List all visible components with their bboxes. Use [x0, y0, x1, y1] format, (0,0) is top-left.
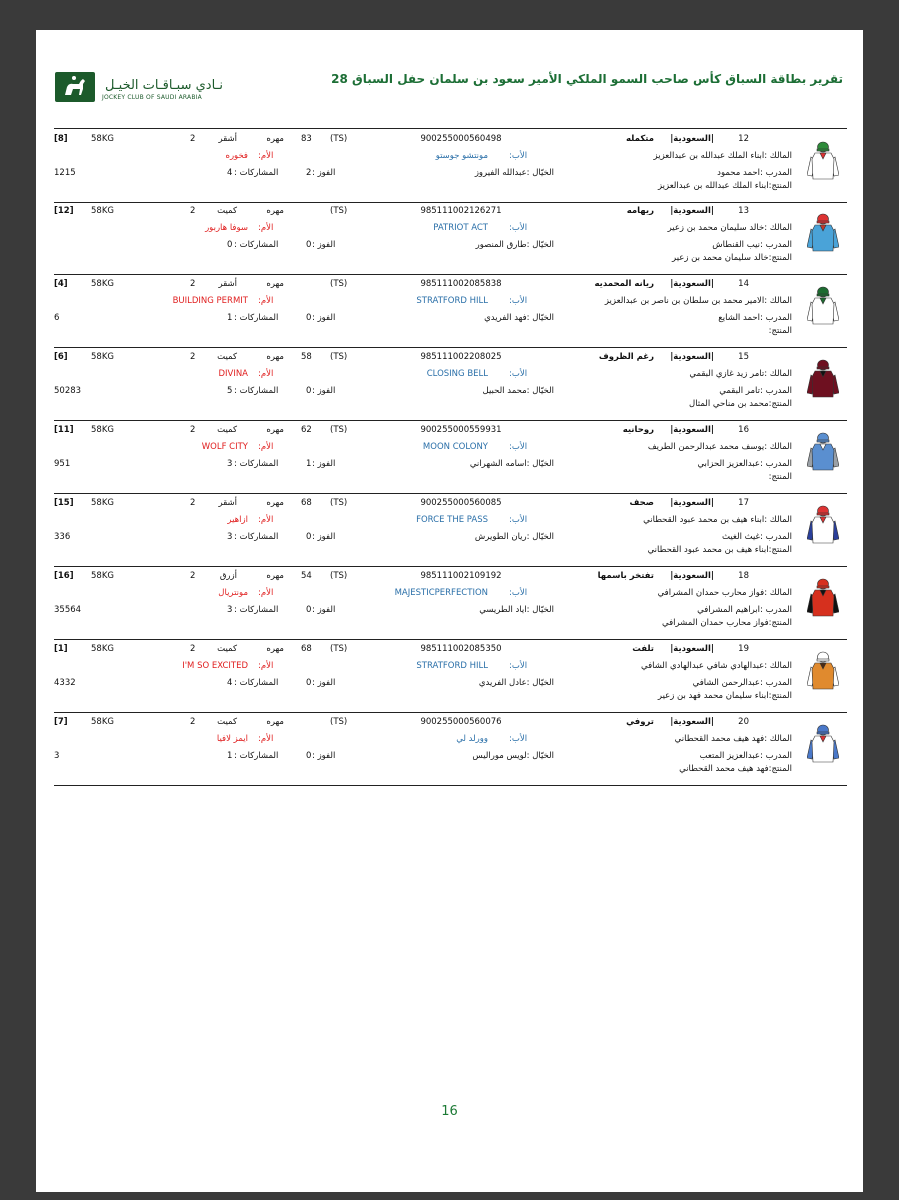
microchip-number: 900255000560076: [420, 717, 502, 727]
horse-number: 20: [738, 717, 749, 727]
weight: 58KG: [91, 279, 114, 289]
weight: 58KG: [91, 717, 114, 727]
starts-value: 0: [227, 240, 233, 250]
dam-name: WOLF CITY: [201, 442, 248, 452]
report-page: [36, 30, 863, 1192]
prize-money: 951: [54, 459, 71, 469]
ts-label: (TS): [330, 206, 348, 216]
race-entry: [54, 274, 847, 348]
trainer: المدرب :احمد الشايع: [718, 313, 792, 323]
jockey-silks-icon: [807, 503, 839, 545]
jockey: الخيّال :عبدالله الفيروز: [474, 168, 554, 178]
starts-label: المشاركات :: [234, 168, 279, 178]
jockey-silks-icon: [807, 576, 839, 618]
microchip-number: 900255000560498: [420, 134, 502, 144]
horse-sex: مهره: [266, 498, 284, 508]
sire-label: الأب:: [509, 588, 528, 598]
draw: [6]: [54, 352, 68, 362]
jockey-silks-icon: [807, 284, 839, 326]
race-entry: [54, 639, 847, 713]
horse-name: رغم الظروف: [598, 352, 654, 362]
jockey: الخيّال :فهد الفريدي: [484, 313, 554, 323]
horse-sex: مهره: [266, 571, 284, 581]
prize-money: 50283: [54, 386, 82, 396]
horse-name: تفتخر باسمها: [597, 571, 654, 581]
sire-name: MAJESTICPERFECTION: [394, 588, 488, 598]
horse-sex: مهره: [266, 644, 284, 654]
age: 2: [190, 352, 196, 362]
country-label: |السعودية|: [670, 425, 714, 435]
sire-label: الأب:: [509, 661, 528, 671]
horse-number: 14: [738, 279, 749, 289]
horse-sex: مهره: [266, 206, 284, 216]
jockey-silks-icon: [807, 357, 839, 399]
jockey-silks-icon: [807, 722, 839, 764]
draw: [7]: [54, 717, 68, 727]
horse-name: صحف: [629, 498, 654, 508]
jockey: الخيّال :طارق المنصور: [475, 240, 554, 250]
trainer: المدرب :ابراهيم المشرافي: [697, 605, 792, 615]
wins-label: الفوز :: [312, 313, 336, 323]
jockey-club-logo: [55, 72, 95, 102]
starts-label: المشاركات :: [234, 313, 279, 323]
jockey: الخيّال :ريان الطويرش: [474, 532, 554, 542]
dam-label: الأم:: [258, 734, 274, 744]
breeder: المنتج:ابناء هيف بن محمد عبود القحطاني: [647, 545, 792, 555]
weight: 58KG: [91, 425, 114, 435]
sire-label: الأب:: [509, 734, 528, 744]
breeder: المنتج:: [768, 326, 792, 336]
dam-label: الأم:: [258, 223, 274, 233]
starts-label: المشاركات :: [234, 386, 279, 396]
breeder: المنتج:فهد هيف محمد القحطاني: [679, 764, 792, 774]
prize-money: 6: [54, 313, 60, 323]
microchip-number: 985111002085838: [420, 279, 502, 289]
age: 2: [190, 279, 196, 289]
dam-label: الأم:: [258, 369, 274, 379]
ts-label: (TS): [330, 352, 348, 362]
starts-value: 5: [227, 386, 233, 396]
wins-label: الفوز :: [312, 532, 336, 542]
country-label: |السعودية|: [670, 571, 714, 581]
country-label: |السعودية|: [670, 279, 714, 289]
dam-name: BUILDING PERMIT: [172, 296, 248, 306]
owner: المالك :خالد سليمان محمد بن زعير: [667, 223, 792, 233]
draw: [12]: [54, 206, 74, 216]
horse-sex: مهره: [266, 279, 284, 289]
trainer: المدرب :تامر البقمي: [719, 386, 792, 396]
wins-value: 0: [306, 240, 312, 250]
club-name-arabic: نـادي سبـاقـات الخيـل: [105, 78, 223, 93]
horse-name: تلفت: [632, 644, 654, 654]
prize-money: 336: [54, 532, 71, 542]
horse-sex: مهره: [266, 717, 284, 727]
dam-label: الأم:: [258, 151, 274, 161]
jockey-silks-icon: [807, 430, 839, 472]
horse-sex: مهره: [266, 134, 284, 144]
horse-name: متكمله: [626, 134, 654, 144]
starts-label: المشاركات :: [234, 532, 279, 542]
microchip-number: 985111002126271: [420, 206, 502, 216]
prize-money: 4332: [54, 678, 76, 688]
breeder: المنتج:خالد سليمان محمد بن زعير: [672, 253, 792, 263]
starts-label: المشاركات :: [234, 240, 279, 250]
trainer: المدرب :غيث الغيث: [721, 532, 792, 542]
owner: المالك :تامر زيد غازي البقمي: [689, 369, 792, 379]
starts-value: 4: [227, 678, 233, 688]
country-label: |السعودية|: [670, 644, 714, 654]
starts-value: 3: [227, 459, 233, 469]
horse-number: 16: [738, 425, 749, 435]
age: 2: [190, 206, 196, 216]
microchip-number: 900255000559931: [420, 425, 502, 435]
country-label: |السعودية|: [670, 717, 714, 727]
weight: 58KG: [91, 644, 114, 654]
race-entry: [54, 420, 847, 494]
race-entry: [54, 712, 847, 786]
draw: [16]: [54, 571, 74, 581]
ts-label: (TS): [330, 425, 348, 435]
country-label: |السعودية|: [670, 206, 714, 216]
jockey: الخيّال :اسامه الشهراني: [469, 459, 554, 469]
microchip-number: 985111002085350: [420, 644, 502, 654]
jockey: الخيّال :لويس موراليس: [472, 751, 554, 761]
sire-label: الأب:: [509, 223, 528, 233]
weight: 58KG: [91, 571, 114, 581]
trainer: المدرب :عبدالعزيز المتعب: [699, 751, 792, 761]
ts-label: (TS): [330, 717, 348, 727]
prize-money: 1215: [54, 168, 76, 178]
jockey: الخيّال :عادل الفريدي: [478, 678, 554, 688]
starts-label: المشاركات :: [234, 459, 279, 469]
microchip-number: 900255000560085: [420, 498, 502, 508]
age: 2: [190, 134, 196, 144]
sire-label: الأب:: [509, 151, 528, 161]
horse-name: ريهامه: [626, 206, 654, 216]
horse-color: أشقر: [218, 279, 237, 289]
sire-name: MOON COLONY: [422, 442, 488, 452]
rating: 62: [301, 425, 312, 435]
page-number: 16: [441, 1104, 458, 1119]
ts-label: (TS): [330, 571, 348, 581]
horse-number: 13: [738, 206, 749, 216]
wins-value: 1: [306, 459, 312, 469]
age: 2: [190, 644, 196, 654]
sire-name: PATRIOT ACT: [433, 223, 488, 233]
horse-number: 19: [738, 644, 749, 654]
jockey-silks-icon: [807, 139, 839, 181]
rating: 68: [301, 498, 312, 508]
wins-value: 0: [306, 605, 312, 615]
jockey-silks-icon: [807, 649, 839, 691]
sire-label: الأب:: [509, 442, 528, 452]
owner: المالك :يوسف محمد عبدالرحمن الطريف: [647, 442, 792, 452]
horse-name: روحانيه: [622, 425, 654, 435]
wins-label: الفوز :: [312, 240, 336, 250]
jockey: الخيّال :محمد الحبيل: [482, 386, 554, 396]
horse-number: 17: [738, 498, 749, 508]
wins-value: 0: [306, 532, 312, 542]
horse-color: كميت: [217, 717, 237, 727]
horse-color: أشقر: [218, 134, 237, 144]
age: 2: [190, 425, 196, 435]
wins-value: 0: [306, 678, 312, 688]
dam-name: فخوره: [225, 151, 248, 161]
sire-name: STRATFORD HILL: [416, 296, 488, 306]
ts-label: (TS): [330, 498, 348, 508]
age: 2: [190, 498, 196, 508]
sire-name: STRATFORD HILL: [416, 661, 488, 671]
jockey: الخيّال :اياد الطريسي: [479, 605, 554, 615]
horse-color: كميت: [217, 644, 237, 654]
prize-money: 3: [54, 751, 60, 761]
draw: [11]: [54, 425, 74, 435]
club-name-english: JOCKEY CLUB OF SAUDI ARABIA: [102, 94, 202, 101]
dam-label: الأم:: [258, 442, 274, 452]
breeder: المنتج:محمد بن مناحي المثال: [689, 399, 792, 409]
starts-label: المشاركات :: [234, 605, 279, 615]
jockey-silks-icon: [807, 211, 839, 253]
owner: المالك :ابناء هيف بن محمد عبود القحطاني: [643, 515, 792, 525]
starts-label: المشاركات :: [234, 678, 279, 688]
starts-label: المشاركات :: [234, 751, 279, 761]
horse-name: ريانه المحمديه: [594, 279, 654, 289]
dam-label: الأم:: [258, 661, 274, 671]
wins-label: الفوز :: [312, 386, 336, 396]
horse-color: كميت: [217, 425, 237, 435]
sire-label: الأب:: [509, 296, 528, 306]
starts-value: 3: [227, 532, 233, 542]
dam-name: مونتريال: [218, 588, 248, 598]
rating: 83: [301, 134, 312, 144]
microchip-number: 985111002208025: [420, 352, 502, 362]
trainer: المدرب :عبدالرحمن الشافي: [692, 678, 792, 688]
wins-label: الفوز :: [312, 168, 336, 178]
breeder: المنتج:: [768, 472, 792, 482]
weight: 58KG: [91, 352, 114, 362]
owner: المالك :فواز محارب حمدان المشرافي: [657, 588, 792, 598]
sire-name: FORCE THE PASS: [416, 515, 488, 525]
dam-name: ازاهير: [227, 515, 248, 525]
dam-name: I'M SO EXCITED: [182, 661, 248, 671]
dam-name: DIVINA: [218, 369, 248, 379]
rating: 54: [301, 571, 312, 581]
owner: المالك :ابناء الملك عبدالله بن عبدالعزيز: [653, 151, 792, 161]
trainer: المدرب :عبدالعزيز الحزابي: [697, 459, 792, 469]
sire-name: وورلد لي: [456, 734, 488, 744]
rating: 68: [301, 644, 312, 654]
breeder: المنتج:ابناء الملك عبدالله بن عبدالعزيز: [657, 181, 792, 191]
draw: [4]: [54, 279, 68, 289]
breeder: المنتج:ابناء سليمان محمد فهد بن زعير: [657, 691, 792, 701]
wins-label: الفوز :: [312, 605, 336, 615]
horse-color: كميت: [217, 352, 237, 362]
dam-name: سوفا هاربور: [205, 223, 248, 233]
starts-value: 4: [227, 168, 233, 178]
draw: [1]: [54, 644, 68, 654]
horse-color: أشقر: [218, 498, 237, 508]
dam-label: الأم:: [258, 588, 274, 598]
weight: 58KG: [91, 134, 114, 144]
owner: المالك :فهد هيف محمد القحطاني: [674, 734, 792, 744]
microchip-number: 985111002109192: [420, 571, 502, 581]
age: 2: [190, 571, 196, 581]
wins-value: 0: [306, 313, 312, 323]
horse-name: تروفي: [626, 717, 654, 727]
race-entry: [54, 566, 847, 640]
sire-label: الأب:: [509, 515, 528, 525]
ts-label: (TS): [330, 644, 348, 654]
draw: [8]: [54, 134, 68, 144]
sire-name: CLOSING BELL: [426, 369, 488, 379]
wins-label: الفوز :: [312, 459, 336, 469]
sire-label: الأب:: [509, 369, 528, 379]
starts-value: 3: [227, 605, 233, 615]
weight: 58KG: [91, 498, 114, 508]
country-label: |السعودية|: [670, 498, 714, 508]
draw: [15]: [54, 498, 74, 508]
race-entry: [54, 347, 847, 421]
age: 2: [190, 717, 196, 727]
race-entry: [54, 493, 847, 567]
prize-money: 35564: [54, 605, 82, 615]
rating: 58: [301, 352, 312, 362]
owner: المالك :عبدالهادي شافي عبدالهادي الشافي: [640, 661, 792, 671]
trainer: المدرب :نيب القنطاش: [712, 240, 792, 250]
race-entry: [54, 201, 847, 275]
country-label: |السعودية|: [670, 352, 714, 362]
dam-label: الأم:: [258, 515, 274, 525]
wins-label: الفوز :: [312, 678, 336, 688]
wins-value: 2: [306, 168, 312, 178]
race-entry: [54, 128, 847, 203]
ts-label: (TS): [330, 134, 348, 144]
ts-label: (TS): [330, 279, 348, 289]
breeder: المنتج:فواز محارب حمدان المشرافي: [661, 618, 792, 628]
horse-color: أزرق: [219, 571, 237, 581]
starts-value: 1: [227, 313, 233, 323]
country-label: |السعودية|: [670, 134, 714, 144]
horse-sex: مهره: [266, 352, 284, 362]
dam-name: ايمز لافيا: [216, 734, 248, 744]
horse-color: كميت: [217, 206, 237, 216]
horse-sex: مهره: [266, 425, 284, 435]
dam-label: الأم:: [258, 296, 274, 306]
horse-number: 12: [738, 134, 749, 144]
weight: 58KG: [91, 206, 114, 216]
horse-number: 18: [738, 571, 749, 581]
owner: المالك :الامير محمد بن سلطان بن ناصر بن عبدالعزيز: [604, 296, 792, 306]
sire-name: مونتشو جوستو: [435, 151, 488, 161]
wins-value: 0: [306, 751, 312, 761]
wins-value: 0: [306, 386, 312, 396]
horse-number: 15: [738, 352, 749, 362]
trainer: المدرب :احمد محمود: [717, 168, 792, 178]
starts-value: 1: [227, 751, 233, 761]
report-title: تقرير بطاقة السباق كأس صاحب السمو الملكي الأمير سعود بن سلمان حفل السباق 28: [331, 72, 843, 86]
wins-label: الفوز :: [312, 751, 336, 761]
